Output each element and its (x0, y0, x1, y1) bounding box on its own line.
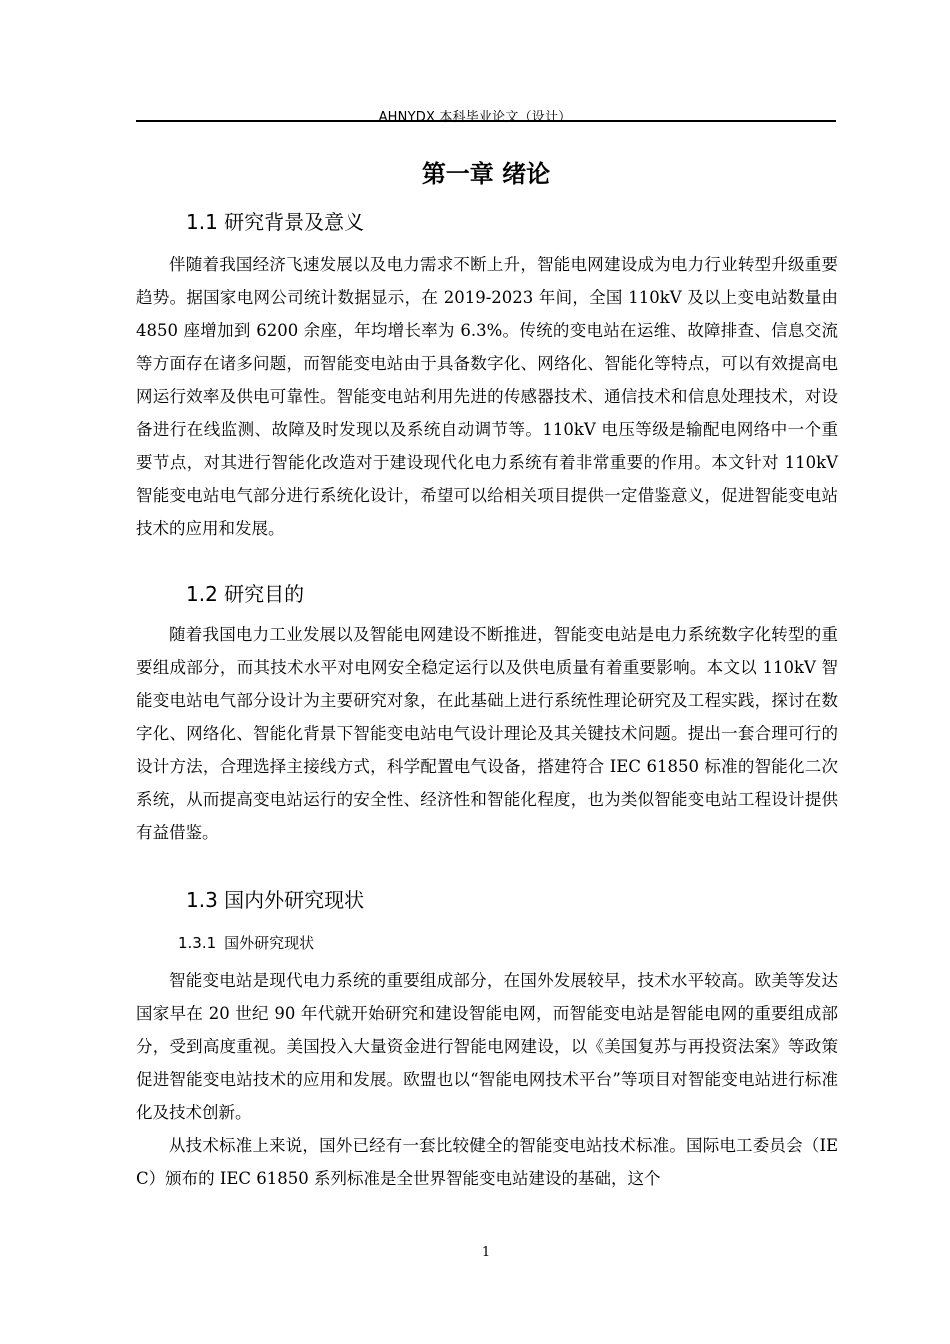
paragraph-purpose: 随着我国电力工业发展以及智能电网建设不断推进，智能变电站是电力系统数字化转型的重要组成部分，而其技术水平对电网安全稳定运行以及供电质量有着重要影响。本文以 110kV 智能变电站电气部分设计为主要研究对象，在此基础上进行系统性理论研究及工程实践，探讨在数字化、网络化、智能化背景下智能变电站电气设计理论及其关键技术问题。提出一套合理可行的设计方法，合理选择主接线方式，科学配置电气设备，搭建符合 IEC 61850 标准的智能化二次系统，从而提高变电站运行的安全性、经济性和智能化程度，也为类似智能变电站工程设计提供有益借鉴。 (136, 625, 838, 842)
section-heading-1-3: 1.3 国内外研究现状 (186, 888, 365, 912)
subsection-title: 国外研究现状 (224, 934, 315, 952)
running-header: AHNYDX 本科毕业论文（设计） (378, 110, 572, 125)
paragraph-foreign-research-1: 智能变电站是现代电力系统的重要组成部分，在国外发展较早，技术水平较高。欧美等发达国家早在 20 世纪 90 年代就开始研究和建设智能电网，而智能变电站是智能电网的重要组成部分，受到高度重视。美国投入大量资金进行智能电网建设，以《美国复苏与再投资法案》等政策促进智能变电站技术的应用和发展。欧盟也以“智能电网技术平台”等项目对智能变电站进行标准化及技术创新。 (136, 971, 838, 1122)
section-heading-1-1: 1.1 研究背景及意义 (186, 210, 365, 234)
section-heading-1-2: 1.2 研究目的 (186, 582, 305, 606)
chapter-title: 第一章 绪论 (421, 160, 551, 188)
subsection-heading-1-3-1 (178, 932, 314, 953)
header-divider (136, 120, 836, 122)
paragraph-background: 伴随着我国经济飞速发展以及电力需求不断上升，智能电网建设成为电力行业转型升级重要趋势。据国家电网公司统计数据显示，在 2019-2023 年间，全国 110kV 及以上变电站数量由 4850 座增加到 6200 余座，年均增长率为 6.3%。传统的变电站在运维、故障排查、信息交流等方面存在诸多问题，而智能变电站由于具备数字化、网络化、智能化等特点，可以有效提高电网运行效率及供电可靠性。智能变电站利用先进的传感器技术、通信技术和信息处理技术，对设备进行在线监测、故障及时发现以及系统自动调节等。110kV 电压等级是输配电网络中一个重要节点，对其进行智能化改造对于建设现代化电力系统有着非常重要的作用。本文针对 110kV 智能变电站电气部分进行系统化设计，希望可以给相关项目提供一定借鉴意义，促进智能变电站技术的应用和发展。 (136, 255, 838, 538)
subsection-number: 1.3.1 (178, 934, 217, 952)
paragraph-foreign-research-2: 从技术标准上来说，国外已经有一套比较健全的智能变电站技术标准。国际电工委员会（IEC）颁布的 IEC 61850 系列标准是全世界智能变电站建设的基础，这个 (136, 1136, 838, 1188)
page-number: 1 (481, 1245, 491, 1260)
